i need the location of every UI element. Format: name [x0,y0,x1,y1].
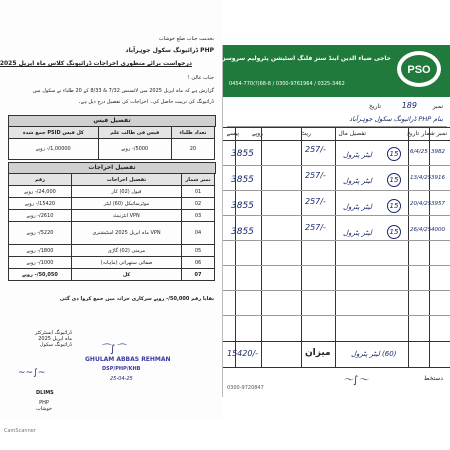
customer-line: بنام PHP ڈرائیونگ سکول جوہرآباد [349,115,443,123]
row-item: لیٹر پٹرول [343,151,372,159]
exp-detail: VPN ماہ اپریل 2025 اسٹیشنری [72,222,182,245]
exp-detail: موٹرسائیکل (60) لیٹر [72,198,182,210]
table-row [9,257,215,269]
row-amount: 3855 [231,227,254,237]
shop-name: حاجی ضیاء الدین اینڈ سنز فلنگ اسٹیشن پٹرولیم سروسز [222,55,391,62]
dlims-label: DLIMS [36,390,54,396]
row-slip: 3982 [431,149,445,155]
fee-header-rate: فیس فی طالب علم [98,127,171,139]
row-rate: 257/- [305,171,326,180]
fuel-bill [222,45,450,397]
table-row [223,197,450,219]
table-row [9,210,215,222]
exp-detail: VPN انٹرنیٹ [72,210,182,222]
scanner-note: CamScanner [4,428,36,434]
balance-line: بقایا رقم 50,000/- روپے سرکاری خزانہ میں جمع کروا دی گئی [59,296,214,302]
col-paisa: پیسے [226,130,239,137]
stamp-date: 25-04-25 [110,376,133,382]
table-row [9,198,215,210]
exp-no: 06 [182,257,215,269]
bill-date-label: تاریخ [369,103,381,110]
addressee: PHP ڈرائیونگ سکول جوہرآباد [125,47,214,54]
signature-label: دستخط [423,375,443,382]
pso-logo-icon [395,49,443,89]
col-date: تاریخ [407,130,419,137]
exp-detail: فیول (02) کار [72,186,182,198]
row-rate: 257/- [305,223,326,232]
row-date: 6/4/25 [410,149,428,155]
row-amount: 3855 [231,149,254,159]
body-line-1: گزارش ہے کہ ماہ اپریل 2025 میں لائسنس 7/32 & 8/33 کے 20 طلباء نے سکول میں [32,88,214,94]
fee-total: 1,00000/- روپے [9,139,99,160]
table-row [223,171,450,193]
table-row [9,222,215,245]
signature-left: ~~∫~ [18,368,46,378]
row-item: لیٹر پٹرول [343,203,372,211]
stamp-name: GHULAM ABBAS REHMAN [85,356,171,363]
fee-header-total: کل فیس PSID جمع شدہ [9,127,99,139]
total-label: میزان [305,348,331,358]
row-qty: 15 [387,147,401,161]
col-slip: نمبر شمار [421,130,447,137]
exp-no: 01 [182,186,215,198]
expense-table [8,173,215,281]
exp-amount: 5220/- روپے [9,222,72,245]
row-slip: 3957 [431,201,445,207]
row-amount: 3855 [231,175,254,185]
exp-amount: 1800/- روپے [9,245,72,257]
table-row [223,145,450,167]
fee-table-title: تفصیل فیس [8,115,216,127]
fee-header-students: تعداد طلباء [171,127,214,139]
fee-rate: 5000/- روپے [98,139,171,160]
footer-note: 0300-9720847 [227,385,264,391]
stamp-title: DSP/PHP/KHB [102,366,141,372]
shop-phones: 0454-770(?)68-8 / 0300-9761964 / 0325-3462 [229,81,345,87]
svg-text:PSO: PSO [407,64,431,76]
total-amount: 15420/- [227,349,259,358]
exp-no: 03 [182,210,215,222]
total-row [223,343,450,367]
row-qty: 15 [387,225,401,239]
signature-mark: 〜∫〜 [343,375,369,386]
table-row [9,269,215,281]
signature-dsp: ⌒∫⌒ [100,344,126,355]
bill-column-headers [223,127,450,141]
row-date: 13/4/25 [410,175,432,181]
row-slip: 4000 [431,227,445,233]
exp-no: 02 [182,198,215,210]
fee-students: 20 [171,139,214,160]
exp-header-detail: تفصیل اخراجات [72,174,182,186]
exp-no: 05 [182,245,215,257]
col-rupees: روپے [252,130,263,137]
row-qty: 15 [387,173,401,187]
salutation: جناب عالی ! [187,75,214,81]
signature-instructor: ڈرائیونگ انسٹرکٹر ماہ اپریل 2025 ڈرائیونگ سکول [34,330,72,348]
exp-detail: کل [72,269,182,281]
exp-amount: 24,000/- روپے [9,186,72,198]
bill-header [223,45,450,97]
exp-header-amount: رقم [9,174,72,186]
row-item: لیٹر پٹرول [343,229,372,237]
php-label: PHP خوشاب [36,400,53,412]
expense-table-title: تفصیل اخراجات [8,162,216,174]
bill-number: 189 [401,101,417,110]
exp-detail: مرمتی (02) گاڑی [72,245,182,257]
row-slip: 3916 [431,175,445,181]
application-document [0,0,222,434]
exp-amount: 2610/- روپے [9,210,72,222]
row-rate: 257/- [305,145,326,154]
subject-line: درخواست برائے منظوری اخراجات ڈرائیونگ کلاس ماہ اپریل 2025 [0,60,192,67]
exp-amount: 15420/- روپے [9,198,72,210]
bill-number-label: نمبر [432,103,443,110]
exp-no: 04 [182,222,215,245]
row-rate: 257/- [305,197,326,206]
exp-header-no: نمبر شمار [182,174,215,186]
row-qty: 15 [387,199,401,213]
col-rate: ریٹ [300,130,311,137]
table-row [223,223,450,245]
body-line-2: ڈرائیونگ کی تربیت حاصل کی۔ اخراجات کی تفصیل درج ذیل ہے۔ [77,99,214,105]
table-row [9,245,215,257]
row-date: 20/4/25 [410,201,432,207]
total-item: (60) لیٹر پٹرول [351,350,397,358]
row-amount: 3855 [231,201,254,211]
exp-amount: 50,050/- روپے [9,269,72,281]
exp-detail: صفائی ستھرائی (ماہانہ) [72,257,182,269]
row-date: 26/4/25 [410,227,432,233]
exp-no: 07 [182,269,215,281]
table-row [9,186,215,198]
to-line: بخدمت جناب ضلع خوشاب [158,36,214,42]
col-item: تفصیل مال [338,130,366,137]
fee-table [8,126,215,160]
row-item: لیٹر پٹرول [343,177,372,185]
exp-amount: 1000/- روپے [9,257,72,269]
